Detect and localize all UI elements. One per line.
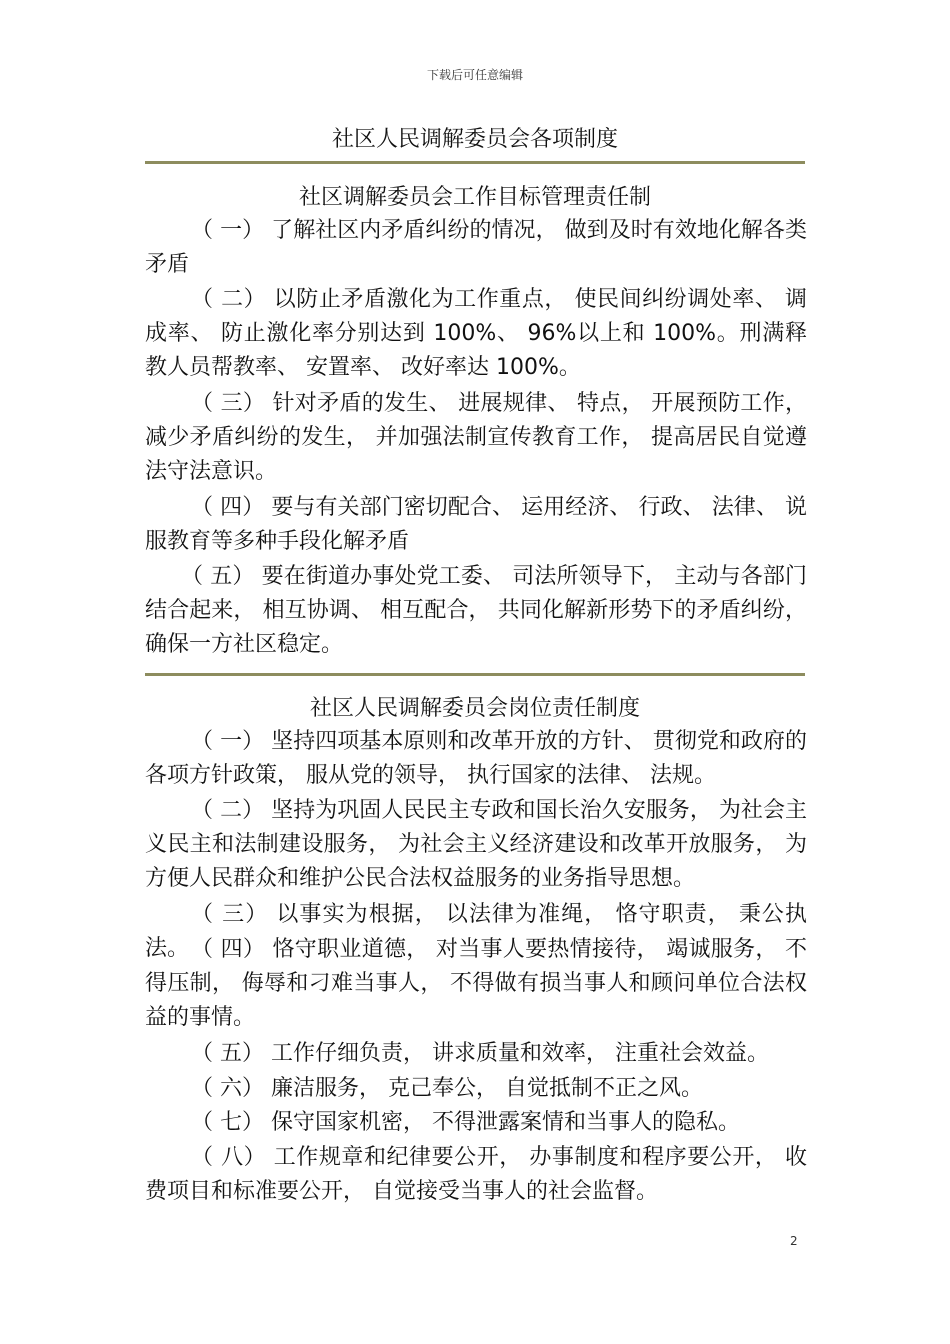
section-divider-top <box>145 161 805 164</box>
paragraph-2-4: （ 四） 恪守职业道德， 对当事人要热情接待， 竭诚服务， 不得压制， 侮辱和刁难当事人， 不得做有损当事人和顾问单位合法权益的事情。 <box>145 937 807 1030</box>
section-divider-middle <box>145 673 805 676</box>
paragraph-2-1: （ 一） 坚持四项基本原则和改革开放的方针、 贯彻党和政府的各项方针政策， 服从党的领导， 执行国家的法律、 法规。 <box>145 729 807 788</box>
paragraph-2-2: （ 二） 坚持为巩固人民民主专政和国长治久安服务， 为社会主义民主和法制建设服务， 为社会主义经济建设和改革开放服务， 为方便人民群众和维护公民合法权益服务的业务指导思想。 <box>145 798 807 891</box>
paragraph-1-5: （ 五） 要在街道办事处党工委、 司法所领导下， 主动与各部门结合起来， 相互协调、 相互配合， 共同化解新形势下的矛盾纠纷， 确保一方社区稳定。 <box>145 564 807 657</box>
section-title-target-management: 社区调解委员会工作目标管理责任制 <box>298 185 651 210</box>
page-number: 2 <box>790 1234 798 1248</box>
paragraph-2-3: （ 三） 以事实为根据， 以法律为准绳， 恪守职责， 秉公执法。 <box>145 902 807 961</box>
header-note: 下载后可任意编辑 <box>426 68 523 82</box>
paragraph-2-8: （ 八） 工作规章和纪律要公开， 办事制度和程序要公开， 收费项目和标准要公开， 自觉接受当事人的社会监督。 <box>145 1145 807 1204</box>
section-title-post-responsibility: 社区人民调解委员会岗位责任制度 <box>309 696 640 721</box>
paragraph-1-3: （ 三） 针对矛盾的发生、 进展规律、 特点， 开展预防工作， 减少矛盾纠纷的发生， 并加强法制宣传教育工作， 提高居民自觉遵法守法意识。 <box>145 391 807 484</box>
document-title: 社区人民调解委员会各项制度 <box>331 127 618 152</box>
paragraph-1-2: （ 二） 以防止矛盾激化为工作重点， 使民间纠纷调处率、 调成率、 防止激化率分别达到 100%、 96%以上和 100%。刑满释教人员帮教率、 安置率、 改好率达 100%。 <box>145 287 807 380</box>
paragraph-2-6: （ 六） 廉洁服务， 克己奉公， 自觉抵制不正之风。 <box>191 1076 703 1101</box>
paragraph-2-5: （ 五） 工作仔细负责， 讲求质量和效率， 注重社会效益。 <box>191 1041 769 1066</box>
paragraph-1-4: （ 四） 要与有关部门密切配合、 运用经济、 行政、 法律、 说服教育等多种手段化解矛盾 <box>145 495 807 554</box>
paragraph-1-1: （ 一） 了解社区内矛盾纠纷的情况， 做到及时有效地化解各类矛盾 <box>145 218 807 277</box>
paragraph-2-7: （ 七） 保守国家机密， 不得泄露案情和当事人的隐私。 <box>191 1110 740 1135</box>
